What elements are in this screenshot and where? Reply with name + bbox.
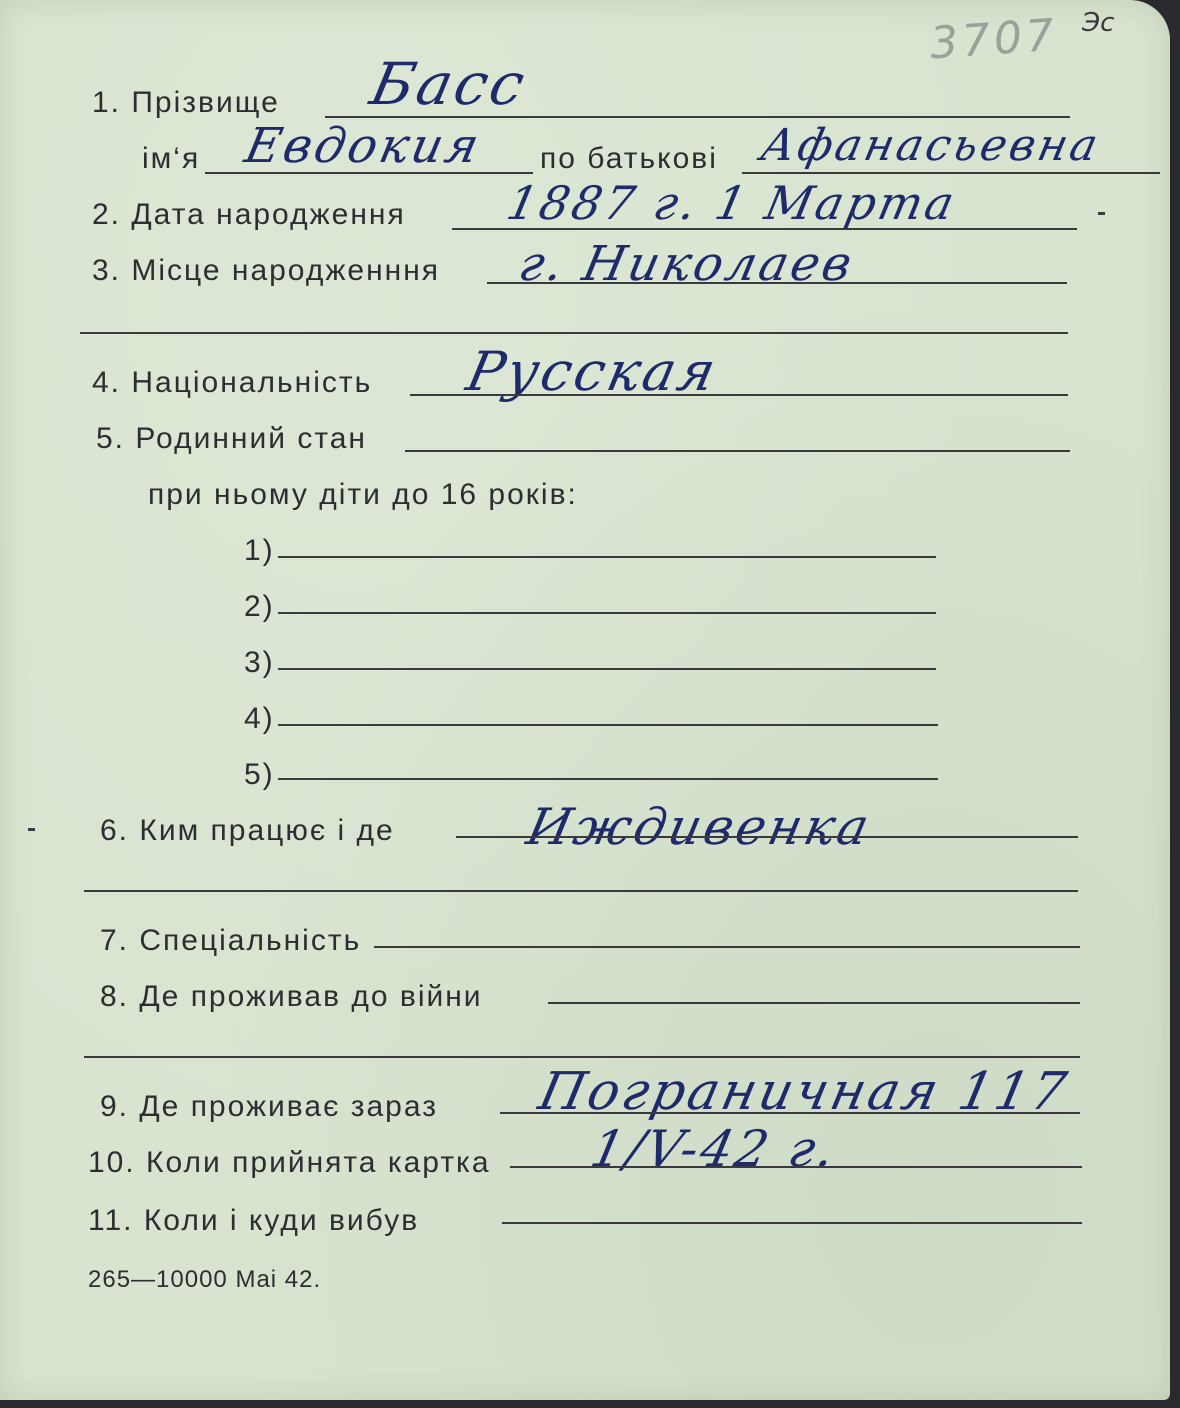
occupation-line <box>456 836 1078 838</box>
birth-place-line-2 <box>80 332 1068 334</box>
card-date-label: 10. Коли прийнята картка <box>88 1146 491 1179</box>
specialty-line <box>374 946 1080 948</box>
occupation-label: 6. Ким працює і де <box>100 814 395 847</box>
prewar-home-line <box>548 1002 1080 1004</box>
child-2-label: 2) <box>244 590 275 623</box>
archive-mark: Эс <box>1082 8 1115 38</box>
occupation-line-2 <box>84 890 1078 892</box>
prewar-home-label: 8. Де проживав до війни <box>100 980 483 1013</box>
marital-label: 5. Родинний стан <box>96 422 367 455</box>
birth-place-label: 3. Місце народженння <box>92 254 441 287</box>
nationality-label: 4. Національність <box>92 366 373 399</box>
prewar-home-line-2 <box>84 1056 1080 1058</box>
birth-place-value: г. Николаев <box>514 236 860 292</box>
current-home-label: 9. Де проживає зараз <box>100 1090 438 1123</box>
surname-value: Басс <box>364 50 534 118</box>
child-5-line <box>278 778 938 780</box>
print-mark: 265—10000 Mai 42. <box>88 1266 322 1293</box>
birth-date-value: 1887 г. 1 Марта <box>502 176 962 230</box>
patronymic-line <box>742 172 1160 174</box>
first-name-line <box>205 172 533 174</box>
child-2-line <box>278 612 936 614</box>
child-4-label: 4) <box>244 702 275 735</box>
first-name-label: ім‘я <box>142 142 201 175</box>
first-name-value: Евдокия <box>240 118 487 174</box>
child-5-label: 5) <box>244 758 275 791</box>
card-date-value: 1/V-42 г. <box>585 1120 843 1178</box>
patronymic-value: Афанасьевна <box>756 120 1106 171</box>
child-4-line <box>278 724 938 726</box>
card-date-line <box>510 1166 1082 1168</box>
archive-number: 3707 <box>928 9 1060 70</box>
child-3-line <box>278 668 936 670</box>
stray-mark <box>1098 212 1105 215</box>
marital-line <box>405 450 1070 452</box>
child-1-label: 1) <box>244 534 275 567</box>
surname-label: 1. Прізвище <box>92 86 280 119</box>
birth-date-line <box>452 228 1077 230</box>
departure-line <box>502 1222 1082 1224</box>
child-3-label: 3) <box>244 646 275 679</box>
occupation-value: Иждивенка <box>521 798 877 856</box>
nationality-line <box>410 394 1068 396</box>
birth-date-label: 2. Дата народження <box>92 198 406 231</box>
margin-mark <box>28 828 35 831</box>
specialty-label: 7. Спеціальність <box>100 924 362 957</box>
children-label: при ньому діти до 16 років: <box>148 478 578 511</box>
patronymic-label: по батькові <box>540 142 718 175</box>
nationality-value: Русская <box>461 340 725 403</box>
birth-place-line <box>487 282 1067 284</box>
departure-label: 11. Коли і куди вибув <box>88 1204 420 1237</box>
child-1-line <box>278 556 936 558</box>
current-home-value: Пограничная 117 <box>533 1062 1075 1122</box>
current-home-line <box>500 1112 1080 1114</box>
